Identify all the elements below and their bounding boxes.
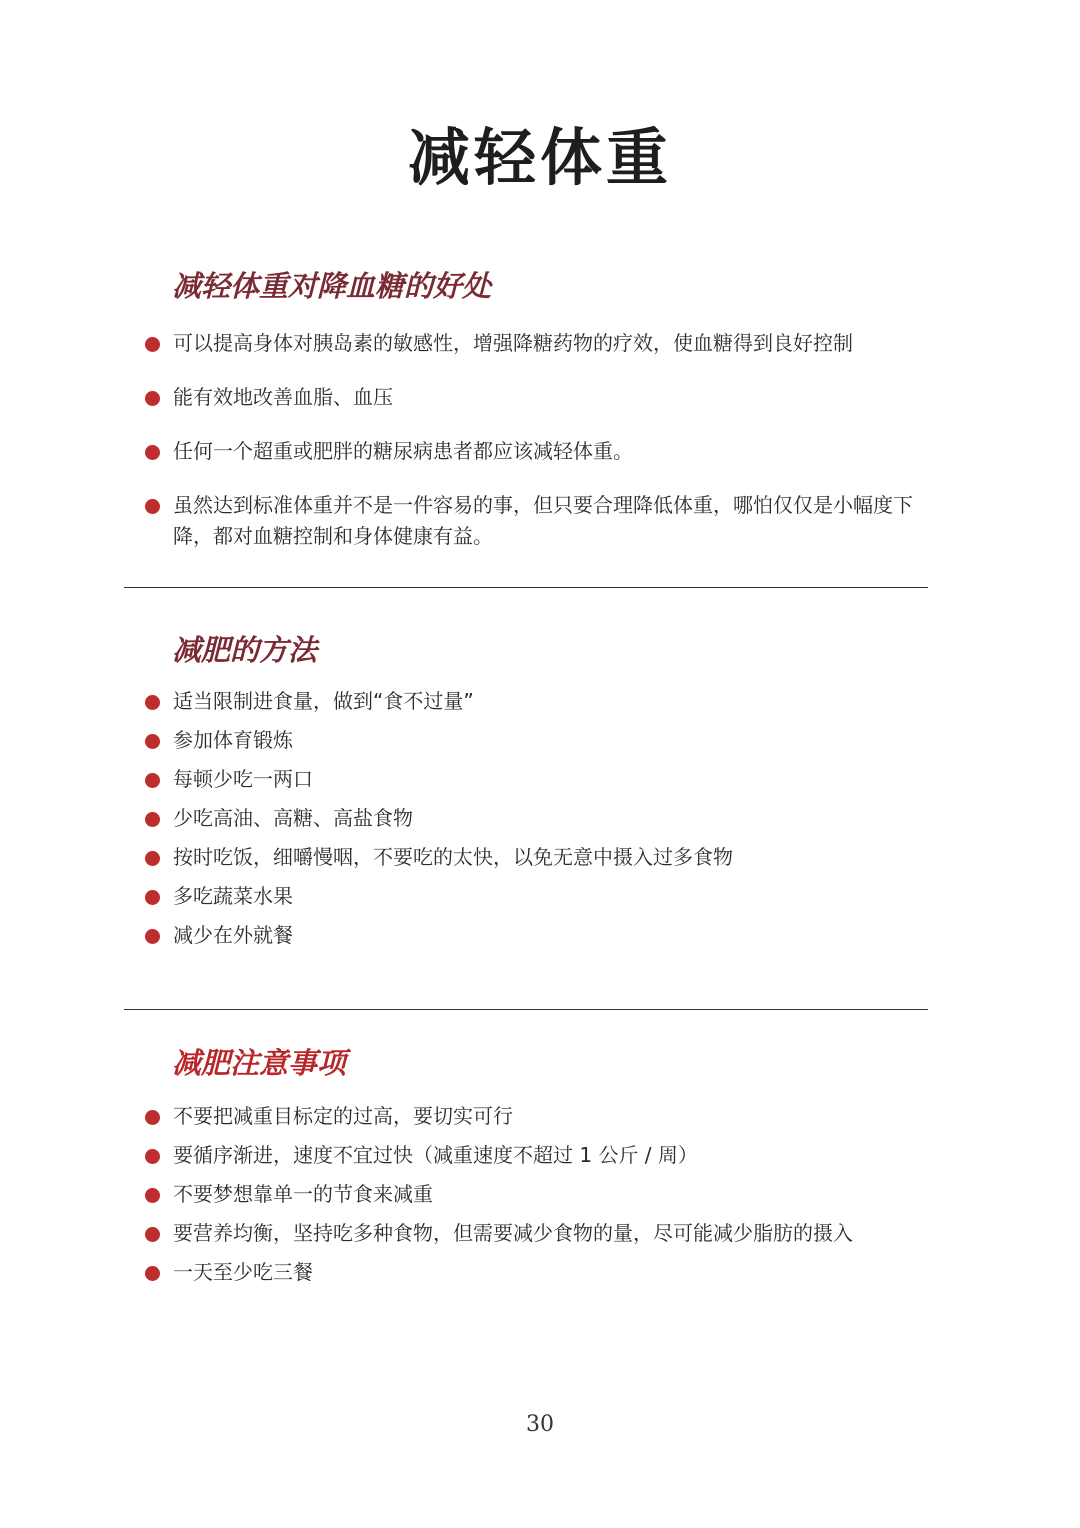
list-item-text: 不要把减重目标定的过高，要切实可行 [173,1104,513,1128]
bullet-dot-icon [145,773,160,788]
bullet-list [124,1101,928,1288]
bullet-dot-icon [145,337,160,352]
bullet-dot-icon [145,1188,160,1203]
bullet-dot-icon [145,445,160,460]
list-item [124,1218,928,1249]
list-item-text: 适当限制进食量，做到“食不过量” [173,689,474,713]
list-item [124,490,928,552]
list-item-text: 减少在外就餐 [173,923,293,947]
bullet-dot-icon [145,1110,160,1125]
section-heading: 减肥注意事项 [172,1046,347,1080]
list-item [124,1179,928,1210]
list-item [124,842,928,873]
list-item [124,382,928,413]
bullet-list [124,686,928,951]
list-item-text: 能有效地改善血脂、血压 [173,385,393,409]
list-item [124,881,928,912]
bullet-dot-icon [145,499,160,514]
bullet-dot-icon [145,1266,160,1281]
list-item-text: 要营养均衡，坚持吃多种食物，但需要减少食物的量，尽可能减少脂肪的摄入 [173,1221,853,1245]
list-item [124,764,928,795]
bullet-dot-icon [145,1149,160,1164]
bullet-list [124,328,928,552]
section-heading: 减肥的方法 [172,633,318,667]
list-item-text: 任何一个超重或肥胖的糖尿病患者都应该减轻体重。 [173,439,633,463]
list-item [124,725,928,756]
section-divider [124,587,928,588]
bullet-dot-icon [145,851,160,866]
list-item-text: 每顿少吃一两口 [173,767,313,791]
list-item-text: 要循序渐进，速度不宜过快（减重速度不超过 1 公斤 / 周） [173,1143,698,1167]
section-precautions [124,1043,928,1296]
list-item [124,803,928,834]
section-heading: 减轻体重对降血糖的好处 [172,269,492,303]
bullet-dot-icon [145,929,160,944]
list-item [124,328,928,359]
list-item-text: 不要梦想靠单一的节食来减重 [173,1182,433,1206]
page-title: 减轻体重 [407,121,672,194]
bullet-dot-icon [145,734,160,749]
list-item-text: 少吃高油、高糖、高盐食物 [173,806,413,830]
list-item [124,1257,928,1288]
list-item-text: 虽然达到标准体重并不是一件容易的事，但只要合理降低体重，哪怕仅仅是小幅度下降，都对血糖控制和身体健康有益。 [173,493,913,548]
bullet-dot-icon [145,391,160,406]
bullet-dot-icon [145,812,160,827]
list-item-text: 多吃蔬菜水果 [173,884,293,908]
list-item-text: 一天至少吃三餐 [173,1260,313,1284]
list-item-text: 可以提高身体对胰岛素的敏感性，增强降糖药物的疗效，使血糖得到良好控制 [173,331,853,355]
page-number: 30 [526,1412,554,1437]
list-item [124,1101,928,1132]
list-item-text: 参加体育锻炼 [173,728,293,752]
section-methods [124,630,928,959]
bullet-dot-icon [145,1227,160,1242]
list-item [124,436,928,467]
list-item-text: 按时吃饭，细嚼慢咽，不要吃的太快，以免无意中摄入过多食物 [173,845,733,869]
list-item [124,686,928,717]
section-benefits [124,266,928,575]
list-item [124,1140,928,1171]
list-item [124,920,928,951]
bullet-dot-icon [145,890,160,905]
bullet-dot-icon [145,695,160,710]
section-divider [124,1009,928,1010]
